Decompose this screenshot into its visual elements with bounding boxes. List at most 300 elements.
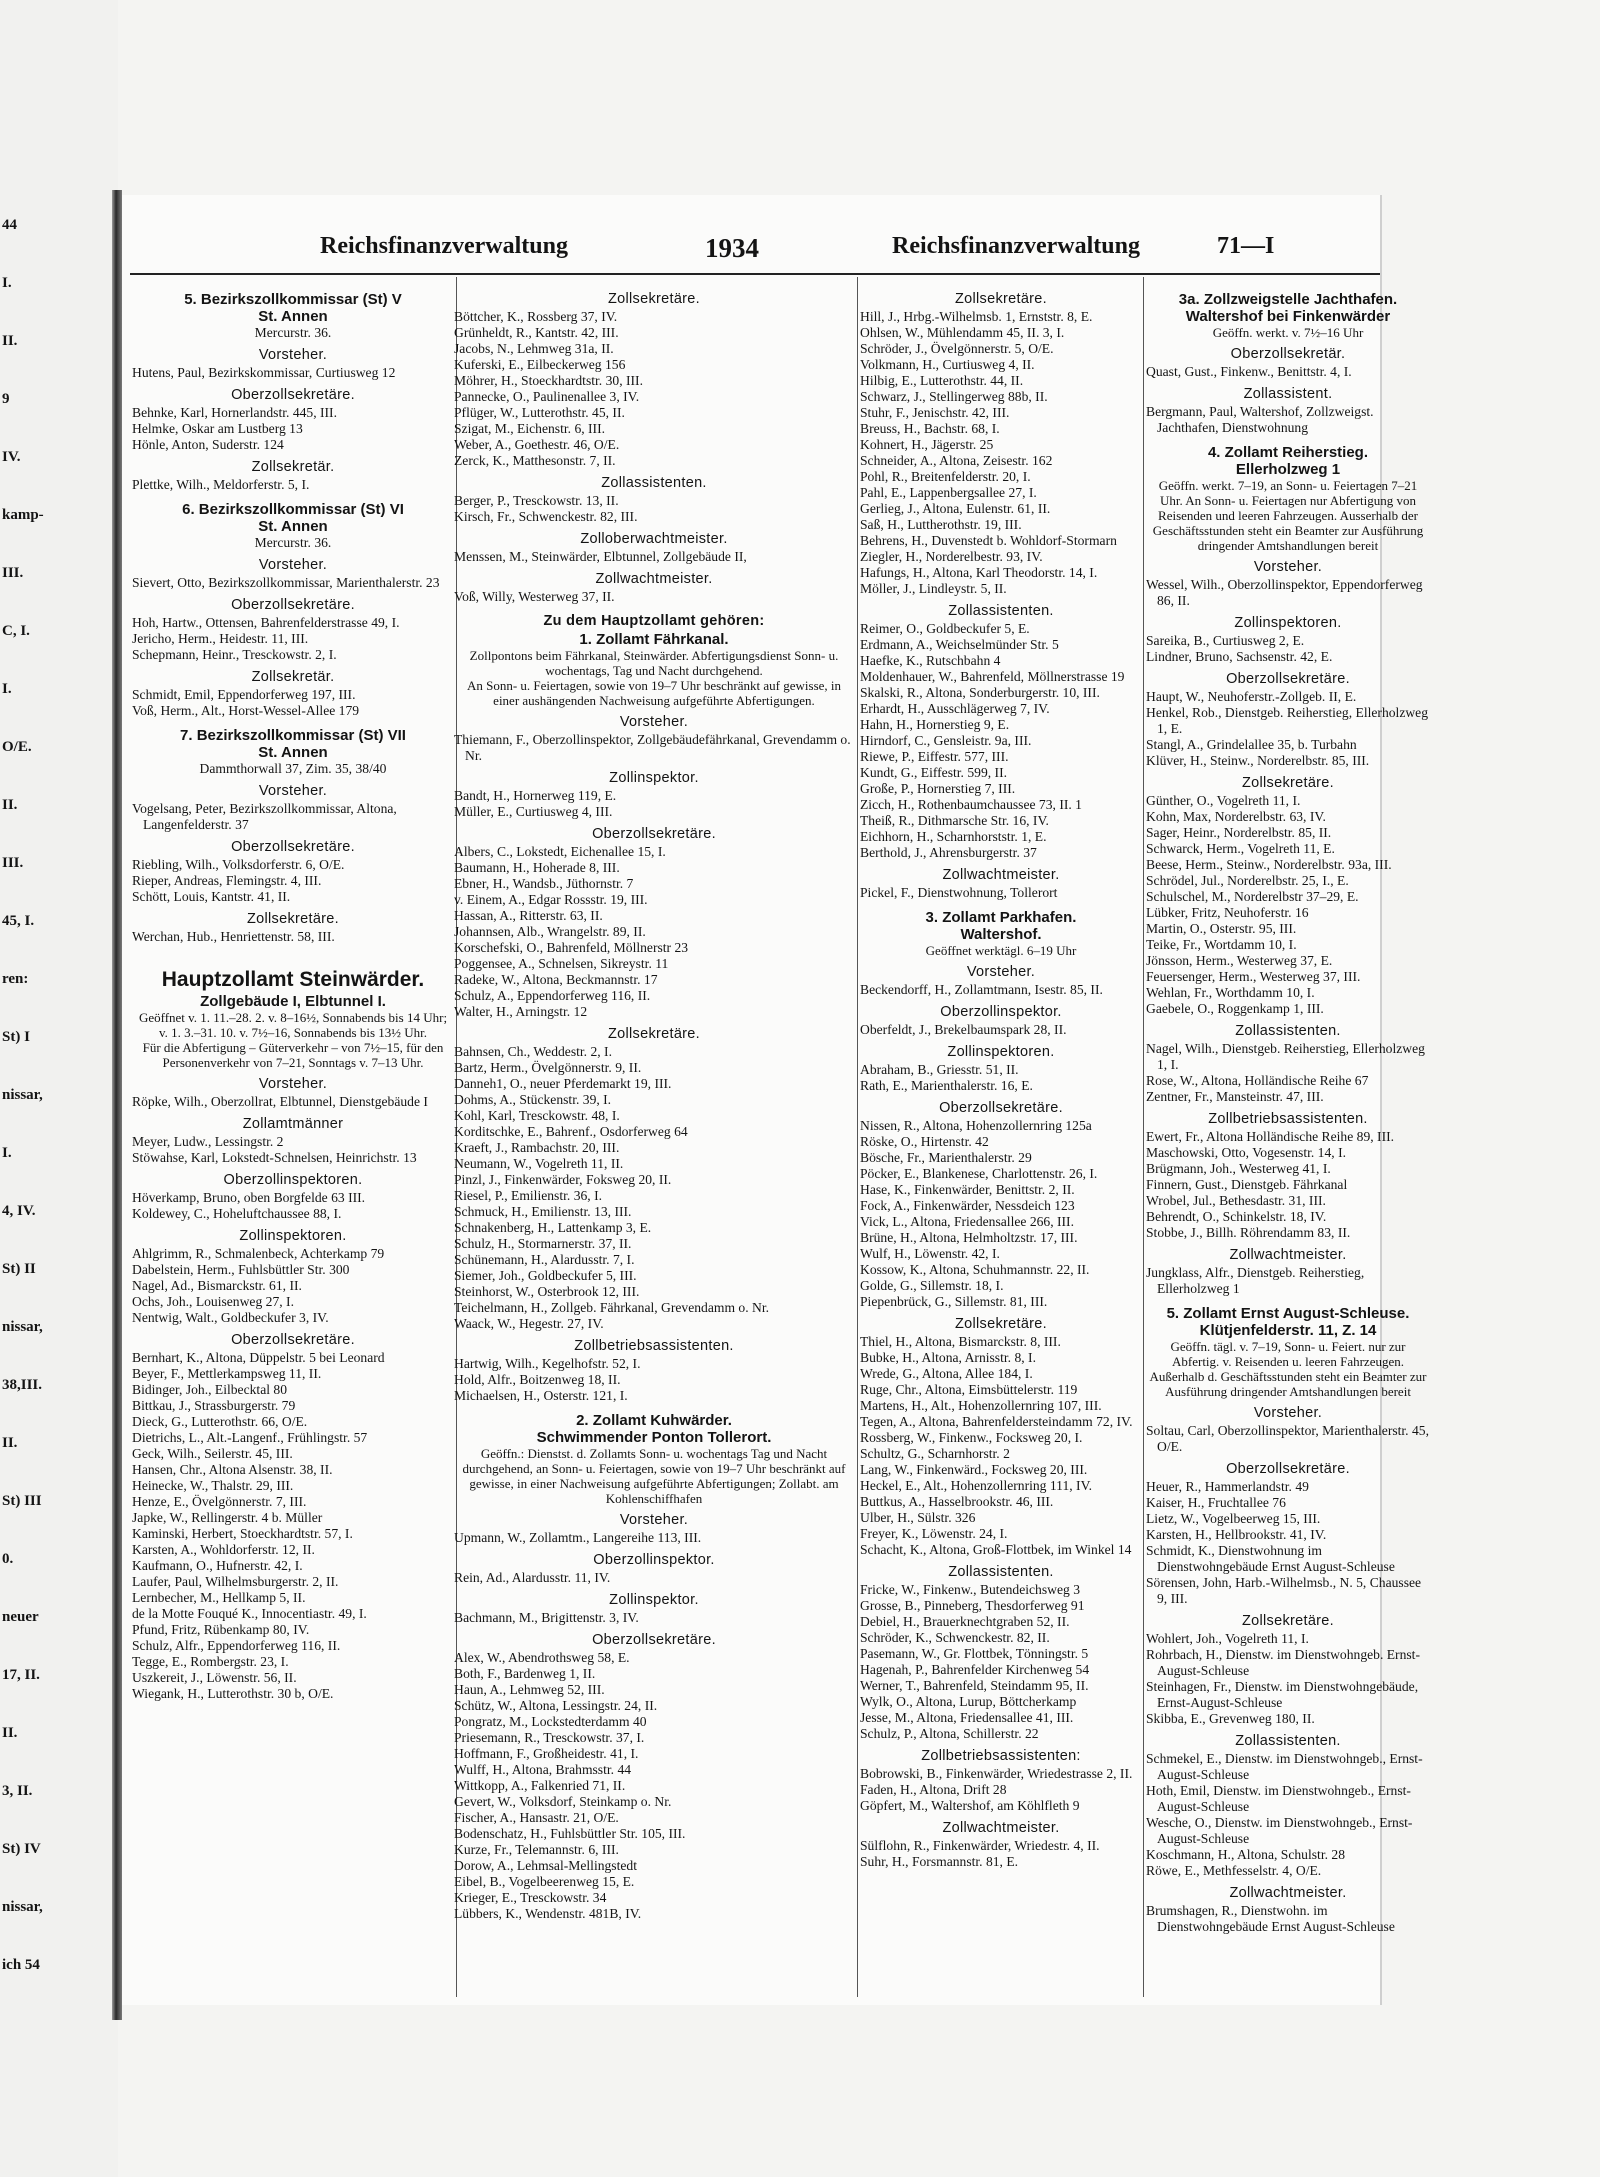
office-title: 6. Bezirkszollkommissar (St) VI [182,501,404,518]
office-title: 2. Zollamt Kuhwärder. [576,1412,732,1429]
staff-entry: Böttcher, K., Rossberg 37, IV. [454,309,618,324]
office-subtitle: St. Annen [258,308,328,325]
column-4 [1146,283,1430,1991]
previous-page-fragment: St) III [2,1493,42,1509]
staff-entry: Koldewey, C., Hoheluftchaussee 88, I. [132,1206,342,1221]
staff-entry: Schulz, P., Altona, Schillerstr. 22 [860,1726,1039,1741]
rank-heading: Vorsteher. [619,714,689,730]
staff-entry: Bartz, Herm., Övelgönnerstr. 9, II. [454,1060,642,1075]
running-head-left: Reichsfinanzverwaltung [320,233,568,259]
opening-hours-note: Geöffn.: Dienstst. d. Zollamts Sonn- u. wochentags Tag und Nacht durchgehend, an Sonn- u. Feiertagen, sowie von 19–7 Uhr beschränkt auf gewisse, in einer Nachweisung aufgeführte Abfertigungen; Zollabt. am Kohlenschiffhafen [462,1446,846,1506]
staff-entry: Berthold, J., Ahrensburgerstr. 37 [860,845,1037,860]
staff-entry: Ewert, Fr., Altona Holländische Reihe 89, III. [1146,1129,1395,1144]
office-address: Mercurstr. 36. [254,535,332,550]
staff-entry: Kurze, Fr., Telemannstr. 6, III. [454,1842,619,1857]
staff-entry: Pongratz, M., Lockstedterdamm 40 [454,1714,647,1729]
staff-entry: Alex, W., Abendrothsweg 58, E. [454,1650,630,1665]
staff-entry: Saß, H., Luttherothstr. 19, III. [860,517,1022,532]
staff-entry: Werner, T., Bahrenfeld, Steindamm 95, II. [860,1678,1089,1693]
staff-entry: Hafungs, H., Altona, Karl Theodorstr. 14, I. [860,565,1098,580]
rank-heading: Vorsteher. [258,783,328,799]
staff-entry: Möhrer, H., Stoeckhardtstr. 30, III. [454,373,643,388]
previous-page-fragment: nissar, [2,1899,43,1915]
staff-entry: Beckendorff, H., Zollamtmann, Isestr. 85, II. [860,982,1103,997]
staff-entry: Weber, A., Goethestr. 46, O/E. [454,437,620,452]
staff-entry: Wrede, G., Altona, Allee 184, I. [860,1366,1033,1381]
staff-entry: Kohn, Max, Norderelbstr. 63, IV. [1146,809,1326,824]
staff-entry: Wesche, O., Dienstw. im Dienstwohngeb., Ernst-August-Schleuse [1146,1815,1413,1846]
office-title: 5. Zollamt Ernst August-Schleuse. [1166,1305,1410,1322]
staff-entry: Henze, E., Övelgönnerstr. 7, III. [132,1494,307,1509]
office-title: 3. Zollamt Parkhafen. [925,909,1077,926]
staff-entry: Reimer, O., Goldbeckufer 5, E. [860,621,1030,636]
previous-page-fragment: II. [2,1435,18,1451]
rank-heading: Oberzollsekretäre. [231,1332,355,1348]
rank-heading: Vorsteher. [258,1076,328,1092]
staff-entry: Bösche, Fr., Marienthalerstr. 29 [860,1150,1032,1165]
staff-entry: Zentner, Fr., Mansteinstr. 47, III. [1146,1089,1324,1104]
staff-entry: Schött, Louis, Kantstr. 41, II. [132,889,291,904]
staff-entry: Kraeft, J., Rambachstr. 20, III. [454,1140,620,1155]
staff-entry: Heuer, R., Hammerlandstr. 49 [1146,1479,1309,1494]
previous-page-fragment: II. [2,1725,18,1741]
staff-entry: Lübker, Fritz, Neuhoferstr. 16 [1146,905,1309,920]
staff-entry: Pflüger, W., Lutterothstr. 45, II. [454,405,625,420]
staff-entry: Hansen, Chr., Altona Alsenstr. 38, II. [132,1462,333,1477]
staff-entry: Skalski, R., Altona, Sonderburgerstr. 10, III. [860,685,1100,700]
staff-entry: Steinhagen, Fr., Dienstw. im Dienstwohngebäude, Ernst-August-Schleuse [1146,1679,1419,1710]
staff-entry: Johannsen, Alb., Wrangelstr. 89, II. [454,924,646,939]
rank-heading: Zollbetriebsassistenten. [574,1338,734,1354]
previous-page-fragment: 17, II. [2,1667,40,1683]
staff-entry: Lietz, W., Vogelbeerweg 15, III. [1146,1511,1321,1526]
staff-entry: Schulz, H., Stormarnerstr. 37, II. [454,1236,632,1251]
office-section [454,1412,854,1922]
office-title: 5. Bezirkszollkommissar (St) V [184,291,402,308]
running-head [122,233,1380,273]
rank-heading: Oberzollinspektoren. [223,1172,363,1188]
rank-heading: Oberzollsekretäre. [231,597,355,613]
previous-page-fragment: St) IV [2,1841,41,1857]
staff-entry: Pinzl, J., Finkenwärder, Foksweg 20, II. [454,1172,672,1187]
previous-page-fragment: 4, IV. [2,1203,36,1219]
office-subtitle: Schwimmender Ponton Tollerort. [536,1429,772,1446]
staff-entry: Kaufmann, O., Hufnerstr. 42, I. [132,1558,303,1573]
rank-heading: Zolloberwachtmeister. [580,531,728,547]
staff-entry: Japke, W., Rellingerstr. 4 b. Müller [132,1510,323,1525]
staff-entry: Lübbers, K., Wendenstr. 481B, IV. [454,1906,642,1921]
staff-entry: Wehlan, Fr., Worthdamm 10, I. [1146,985,1315,1000]
staff-entry: Riewe, P., Eiffestr. 577, III. [860,749,1009,764]
office-subtitle: St. Annen [258,744,328,761]
staff-entry: Hutens, Paul, Bezirkskommissar, Curtiusweg 12 [132,365,396,380]
office-section [454,613,854,1404]
staff-entry: Kaminski, Herbert, Stoeckhardtstr. 57, I. [132,1526,353,1541]
staff-entry: Schmekel, E., Dienstw. im Dienstwohngeb., Ernst-August-Schleuse [1146,1751,1423,1782]
rank-heading: Zollinspektor. [609,770,699,786]
staff-entry: Gerlieg, J., Altona, Eulenstr. 61, II. [860,501,1051,516]
opening-hours-note: Geöffnet v. 1. 11.–28. 2. v. 8–16½, Sonnabends bis 14 Uhr; [138,1010,448,1025]
rank-heading: Zollwachtmeister. [1229,1885,1347,1901]
previous-page-fragment: ren: [2,971,29,987]
staff-entry: Möller, J., Lindleystr. 5, II. [860,581,1007,596]
staff-entry: Bobrowski, B., Finkenwärder, Wriedestrasse 2, II. [860,1766,1133,1781]
staff-entry: Riebling, Wilh., Volksdorferstr. 6, O/E. [132,857,345,872]
staff-entry: Stuhr, F., Jenischstr. 42, III. [860,405,1010,420]
staff-entry: Lernbecher, M., Hellkamp 5, II. [132,1590,306,1605]
staff-entry: Klüver, H., Steinw., Norderelbstr. 85, III. [1146,753,1370,768]
staff-entry: Beyer, F., Mettlerkampsweg 11, II. [132,1366,322,1381]
rank-heading: Zollassistenten. [1235,1733,1341,1749]
staff-entry: Fischer, A., Hansastr. 21, O/E. [454,1810,619,1825]
staff-entry: Haun, A., Lehmweg 52, III. [454,1682,605,1697]
office-section [454,291,854,605]
staff-entry: Bachmann, M., Brigittenstr. 3, IV. [454,1610,639,1625]
office-title: Hauptzollamt Steinwärder. [161,968,425,991]
staff-entry: Buttkus, A., Hasselbrookstr. 46, III. [860,1494,1054,1509]
office-section [132,291,454,493]
rank-heading: Oberzollinspektor. [593,1552,715,1568]
rank-heading: Zollwachtmeister. [942,867,1060,883]
staff-entry: Voß, Willy, Westerweg 37, II. [454,589,615,604]
staff-entry: Jericho, Herm., Heidestr. 11, III. [132,631,309,646]
previous-page-fragment: O/E. [2,739,32,755]
staff-entry: Ohlsen, W., Mühlendamm 45, II. 3, I. [860,325,1065,340]
staff-entry: Brügmann, Joh., Westerweg 41, I. [1146,1161,1331,1176]
staff-entry: Teike, Fr., Wortdamm 10, I. [1146,937,1297,952]
staff-entry: Bodenschatz, H., Fuhlsbüttler Str. 105, III. [454,1826,686,1841]
staff-entry: Gaebele, O., Roggenkamp 1, III. [1146,1001,1324,1016]
previous-page-fragment: 45, I. [2,913,35,929]
previous-page-fragment: ich 54 [2,1957,40,1973]
rank-heading: Zollassistenten. [601,475,707,491]
staff-entry: Grünheldt, R., Kantstr. 42, III. [454,325,619,340]
office-title: 3a. Zollzweigstelle Jachthafen. [1178,291,1398,308]
staff-entry: Günther, O., Vogelreth 11, I. [1146,793,1301,808]
staff-entry: Jönsson, Herm., Westerweg 37, E. [1146,953,1333,968]
rank-heading: Oberzollsekretär. [1230,346,1346,362]
staff-entry: Martin, O., Osterstr. 95, III. [1146,921,1297,936]
rank-heading: Zollsekretäre. [1241,1613,1335,1629]
rank-heading: Zollsekretäre. [607,291,701,307]
previous-page-fragment: 38,III. [2,1377,43,1393]
staff-entry: Göpfert, M., Waltershof, am Köhlfleth 9 [860,1798,1080,1813]
staff-entry: Röpke, Wilh., Oberzollrat, Elbtunnel, Dienstgebäude I [132,1094,428,1109]
staff-entry: Schulz, A., Eppendorferweg 116, II. [454,988,651,1003]
staff-entry: Uszkereit, J., Löwenstr. 56, II. [132,1670,297,1685]
staff-entry: Sörensen, John, Harb.-Wilhelmsb., N. 5, Chaussee 9, III. [1146,1575,1422,1606]
staff-entry: Brumshagen, R., Dienstwohn. im Dienstwohngebäude Ernst August-Schleuse [1146,1903,1395,1934]
staff-entry: Karsten, A., Wohldorferstr. 12, II. [132,1542,315,1557]
staff-entry: Rose, W., Altona, Holländische Reihe 67 [1146,1073,1369,1088]
staff-entry: Haefke, K., Rutschbahn 4 [860,653,1001,668]
staff-entry: Pasemann, W., Gr. Flottbek, Tönningstr. 5 [860,1646,1089,1661]
opening-hours-note: Zollpontons beim Fährkanal, Steinwärder. Abfertigungsdienst Sonn- u. wochentags, Tag und Nacht durchgehend. [469,648,839,678]
rank-heading: Zollsekretär. [251,459,335,475]
office-subtitle: St. Annen [258,518,328,535]
staff-entry: Schnakenberg, H., Lattenkamp 3, E. [454,1220,652,1235]
staff-entry: Schmidt, K., Dienstwohnung im Dienstwohngebäude Ernst August-Schleuse [1146,1543,1395,1574]
previous-page-fragment: I. [2,681,12,697]
rank-heading: Zollwachtmeister. [1229,1247,1347,1263]
staff-entry: Jacobs, N., Lehmweg 31a, II. [454,341,614,356]
staff-entry: Hartwig, Wilh., Kegelhofstr. 52, I. [454,1356,641,1371]
rank-heading: Vorsteher. [966,964,1036,980]
book-spine-shadow [112,190,122,2020]
staff-entry: Hilbig, E., Lutterothstr. 44, II. [860,373,1024,388]
staff-entry: Ruge, Chr., Altona, Eimsbüttelerstr. 119 [860,1382,1078,1397]
running-head-year: 1934 [705,233,759,263]
rank-heading: Zollinspektoren. [947,1044,1055,1060]
previous-page-fragment: 3, II. [2,1783,33,1799]
staff-entry: Karsten, H., Hellbrookstr. 41, IV. [1146,1527,1327,1542]
staff-entry: Koschmann, H., Altona, Schulstr. 28 [1146,1847,1345,1862]
staff-entry: Kirsch, Fr., Schwenckestr. 82, III. [454,509,638,524]
staff-entry: Schröder, J., Övelgönnerstr. 5, O/E. [860,341,1054,356]
previous-page-fragment: C, I. [2,623,30,639]
staff-entry: Kossow, K., Altona, Schuhmannstr. 22, II. [860,1262,1090,1277]
previous-page-fragment: 0. [2,1551,14,1567]
staff-entry: Stobbe, J., Billh. Röhrendamm 83, II. [1146,1225,1351,1240]
rank-heading: Oberzollsekretäre. [592,826,716,842]
staff-entry: Wulf, H., Löwenstr. 42, I. [860,1246,1000,1261]
rank-heading: Oberzollsekretäre. [1226,671,1350,687]
office-section [132,501,454,719]
staff-entry: Hirndorf, C., Gensleistr. 9a, III. [860,733,1032,748]
staff-entry: Kuferski, E., Eilbeckerweg 156 [454,357,626,372]
staff-entry: Grosse, B., Pinneberg, Thesdorferweg 91 [860,1598,1085,1613]
staff-entry: Wittkopp, A., Falkenried 71, II. [454,1778,626,1793]
staff-entry: Eichhorn, H., Scharnhorststr. 1, E. [860,829,1047,844]
staff-entry: Bubke, H., Altona, Arnisstr. 8, I. [860,1350,1036,1365]
rank-heading: Zollsekretäre. [246,911,340,927]
staff-entry: Pöcker, E., Blankenese, Charlottenstr. 26, I. [860,1166,1098,1181]
staff-entry: Schröder, K., Schwenckestr. 82, II. [860,1630,1050,1645]
staff-entry: Nagel, Wilh., Dienstgeb. Reiherstieg, Ellerholzweg 1, I. [1146,1041,1425,1072]
staff-entry: Baumann, H., Hoherade 8, III. [454,860,620,875]
staff-entry: Teichelmann, H., Zollgeb. Fährkanal, Grevendamm o. Nr. [454,1300,770,1315]
rank-heading: Vorsteher. [258,347,328,363]
staff-entry: Pfund, Fritz, Rübenkamp 80, IV. [132,1622,310,1637]
office-subtitle: Zollgebäude I, Elbtunnel I. [200,993,386,1010]
staff-entry: Rieper, Andreas, Flemingstr. 4, III. [132,873,322,888]
staff-entry: Bandt, H., Hornerweg 119, E. [454,788,617,803]
staff-entry: Meyer, Ludw., Lessingstr. 2 [132,1134,284,1149]
previous-page-edge [0,190,108,2020]
office-address: Dammthorwall 37, Zim. 35, 38/40 [199,761,387,776]
office-address: Mercurstr. 36. [254,325,332,340]
rank-heading: Oberzollsekretäre. [231,839,355,855]
opening-hours-note: Geöffn. werkt. 7–19, an Sonn- u. Feiertagen 7–21 Uhr. An Sonn- u. Feiertagen nur Abfertigung von Reisenden und leeren Fahrzeugen. Ausserhalb der Geschäftsstunden steht ein Beamter zur Ausführung dringender Amtshandlungen bereit [1152,478,1424,553]
rank-heading: Zollinspektoren. [1234,615,1342,631]
rank-heading: Zollsekretäre. [954,1316,1048,1332]
office-section [860,291,1142,901]
rank-heading: Vorsteher. [258,557,328,573]
rank-heading: Zollsekretär. [251,669,335,685]
staff-entry: Stangl, A., Grindelallee 35, b. Turbahn [1146,737,1357,752]
staff-entry: Tegen, A., Altona, Bahrenfeldersteindamm 72, IV. [860,1414,1133,1429]
staff-entry: Schepmann, Heinr., Tresckowstr. 2, I. [132,647,337,662]
staff-entry: Michaelsen, H., Osterstr. 121, I. [454,1388,628,1403]
staff-entry: Behrendt, O., Schinkelstr. 18, IV. [1146,1209,1327,1224]
staff-entry: Thiel, H., Altona, Bismarckstr. 8, III. [860,1334,1061,1349]
staff-entry: Sülflohn, R., Finkenwärder, Wriedestr. 4, II. [860,1838,1100,1853]
staff-entry: Siemer, Joh., Goldbeckufer 5, III. [454,1268,637,1283]
previous-page-fragment: I. [2,1145,12,1161]
column-rule [857,277,858,1997]
staff-entry: Vogelsang, Peter, Bezirkszollkommissar, Altona, Langenfelderstr. 37 [132,801,397,832]
staff-entry: Soltau, Carl, Oberzollinspektor, Marienthalerstr. 45, O/E. [1146,1423,1429,1454]
staff-entry: Bernhart, K., Altona, Düppelstr. 5 bei Leonard [132,1350,385,1365]
rank-heading: Zollbetriebsassistenten: [921,1748,1081,1764]
staff-entry: Riesel, P., Emilienstr. 36, I. [454,1188,603,1203]
staff-entry: Rossberg, W., Finkenw., Focksweg 20, I. [860,1430,1083,1445]
staff-entry: Piepenbrück, G., Sillemstr. 81, III. [860,1294,1048,1309]
column-3 [860,283,1142,1991]
staff-entry: Hold, Alfr., Boitzenweg 18, II. [454,1372,621,1387]
staff-entry: Sager, Heinr., Norderelbstr. 85, II. [1146,825,1332,840]
staff-entry: Skibba, E., Grevenweg 180, II. [1146,1711,1315,1726]
staff-entry: Jesse, M., Altona, Friedensallee 41, III. [860,1710,1074,1725]
staff-entry: Sievert, Otto, Bezirkszollkommissar, Marienthalerstr. 23 [132,575,440,590]
staff-entry: Maschowski, Otto, Vogesenstr. 14, I. [1146,1145,1347,1160]
staff-entry: Thiemann, F., Oberzollinspektor, Zollgebäudefährkanal, Grevendamm o. Nr. [454,732,851,763]
staff-entry: Haupt, W., Neuhoferstr.-Zollgeb. II, E. [1146,689,1357,704]
staff-entry: Schütz, W., Altona, Lessingstr. 24, II. [454,1698,658,1713]
staff-entry: Schultz, G., Scharnhorstr. 2 [860,1446,1010,1461]
previous-page-fragment: II. [2,333,18,349]
previous-page-fragment: IV. [2,449,21,465]
staff-entry: Breuss, H., Bachstr. 68, I. [860,421,1000,436]
staff-entry: Rein, Ad., Alardusstr. 11, IV. [454,1570,611,1585]
section-intro: Zu dem Hauptzollamt gehören: [543,613,765,629]
staff-entry: Wulff, H., Altona, Brahmsstr. 44 [454,1762,632,1777]
rank-heading: Vorsteher. [1253,1405,1323,1421]
staff-entry: Nissen, R., Altona, Hohenzollernring 125a [860,1118,1092,1133]
rank-heading: Zollsekretäre. [954,291,1048,307]
staff-entry: Quast, Gust., Finkenw., Benittstr. 4, I. [1146,364,1352,379]
staff-entry: Hill, J., Hrbg.-Wilhelmsb. 1, Ernststr. 8, E. [860,309,1093,324]
staff-entry: Feuersenger, Herm., Westerweg 37, III. [1146,969,1361,984]
office-section [1146,444,1430,1297]
rank-heading: Zollamtmänner [242,1116,344,1132]
opening-hours-note: v. 1. 3.–31. 10. v. 7½–16, Sonnabends bis 13½ Uhr. [158,1025,428,1040]
staff-entry: Theiß, R., Dithmarsche Str. 16, IV. [860,813,1049,828]
office-section [132,727,454,945]
rank-heading: Oberzollsekretäre. [231,387,355,403]
staff-entry: Rath, E., Marienthalerstr. 16, E. [860,1078,1033,1093]
staff-entry: Menssen, M., Steinwärder, Elbtunnel, Zollgebäude II, [454,549,747,564]
staff-entry: Szigat, M., Eichenstr. 6, III. [454,421,606,436]
directory-page [122,195,1429,2005]
previous-page-fragment: nissar, [2,1087,43,1103]
staff-entry: Wohlert, Joh., Vogelreth 11, I. [1146,1631,1309,1646]
staff-entry: Neumann, W., Vogelreth 11, II. [454,1156,624,1171]
staff-entry: de la Motte Fouqué K., Innocentiastr. 49, I. [132,1606,367,1621]
office-section [860,909,1142,1870]
staff-entry: Poggensee, A., Schnelsen, Sikreystr. 11 [454,956,669,971]
rank-heading: Zollinspektor. [609,1592,699,1608]
staff-entry: Pohl, R., Breitenfelderstr. 20, I. [860,469,1031,484]
staff-entry: Both, F., Bardenweg 1, II. [454,1666,596,1681]
previous-page-fragment: nissar, [2,1319,43,1335]
staff-entry: Pickel, F., Dienstwohnung, Tollerort [860,885,1058,900]
column-2 [454,283,854,1991]
previous-page-fragment: III. [2,565,24,581]
staff-entry: Lang, W., Finkenwärd., Focksweg 20, III. [860,1462,1088,1477]
staff-entry: Schneider, A., Altona, Zeisestr. 162 [860,453,1053,468]
staff-entry: Brüne, H., Altona, Helmholtzstr. 17, III. [860,1230,1078,1245]
staff-entry: Hahn, H., Hornerstieg 9, E. [860,717,1010,732]
rank-heading: Vorsteher. [619,1512,689,1528]
previous-page-fragment: St) II [2,1261,36,1277]
staff-entry: Berger, P., Tresckowstr. 13, II. [454,493,619,508]
staff-entry: Schrödel, Jul., Norderelbstr. 25, I., E. [1146,873,1349,888]
office-subtitle: Waltershof bei Finkenwärder [1185,308,1391,325]
staff-entry: Schmuck, H., Emilienstr. 13, III. [454,1204,632,1219]
staff-entry: Waack, W., Hegestr. 27, IV. [454,1316,604,1331]
running-head-right: Reichsfinanzverwaltung [892,233,1140,259]
office-section [132,967,454,1702]
staff-entry: Suhr, H., Forsmannstr. 81, E. [860,1854,1019,1869]
column-rule [1143,277,1144,1997]
office-title: 1. Zollamt Fährkanal. [579,631,729,648]
staff-entry: Albers, C., Lokstedt, Eichenallee 15, I. [454,844,666,859]
staff-entry: Fock, A., Finkenwärder, Nessdeich 123 [860,1198,1075,1213]
staff-entry: Pannecke, O., Paulinenallee 3, IV. [454,389,640,404]
staff-entry: Moldenhauer, W., Bahrenfeld, Möllnerstrasse 19 [860,669,1125,684]
staff-entry: Beese, Herm., Steinw., Norderelbstr. 93a, III. [1146,857,1392,872]
column-1 [132,283,454,1991]
staff-entry: Priesemann, R., Tresckowstr. 37, I. [454,1730,645,1745]
staff-entry: Debiel, H., Brauerknechtgraben 52, II. [860,1614,1070,1629]
office-section [1146,1305,1430,1935]
opening-hours-note: Geöffn. tägl. v. 7–19, Sonn- u. Feiert. nur zur Abfertig. v. Reisenden u. leeren Fahrzeugen. Außerhalb d. Geschäftsstunden steht ein Beamter zur Ausführung dringender Amtshandlungen bereit [1149,1339,1427,1399]
staff-entry: Korditschke, E., Bahrenf., Osdorferweg 64 [454,1124,688,1139]
staff-entry: Höverkamp, Bruno, oben Borgfelde 63 III. [132,1190,366,1205]
staff-entry: Upmann, W., Zollamtm., Langereihe 113, III. [454,1530,702,1545]
staff-entry: Rohrbach, H., Dienstw. im Dienstwohngeb. Ernst-August-Schleuse [1146,1647,1420,1678]
previous-page-fragment: II. [2,797,18,813]
staff-entry: Müller, E., Curtiusweg 4, III. [454,804,613,819]
previous-page-fragment: I. [2,275,12,291]
staff-entry: Oberfeldt, J., Brekelbaumspark 28, II. [860,1022,1067,1037]
staff-entry: Lindner, Bruno, Sachsenstr. 42, E. [1146,649,1333,664]
staff-entry: Plettke, Wilh., Meldorferstr. 5, I. [132,477,310,492]
staff-entry: Erhardt, H., Ausschlägerweg 7, IV. [860,701,1050,716]
header-rule [130,273,1380,275]
staff-entry: Stöwahse, Karl, Lokstedt-Schnelsen, Heinrichstr. 13 [132,1150,417,1165]
staff-entry: Nentwig, Walt., Goldbeckufer 3, IV. [132,1310,329,1325]
office-subtitle: Klütjenfelderstr. 11, Z. 14 [1199,1322,1377,1339]
office-title: 7. Bezirkszollkommissar (St) VII [180,727,406,744]
rank-heading: Oberzollinspektor. [940,1004,1062,1020]
staff-entry: Krieger, E., Tresckowstr. 34 [454,1890,607,1905]
staff-entry: Schulz, Alfr., Eppendorferweg 116, II. [132,1638,341,1653]
staff-entry: Dieck, G., Lutterothstr. 66, O/E. [132,1414,308,1429]
staff-entry: Heckel, E., Alt., Hohenzollernring 111, IV. [860,1478,1093,1493]
rank-heading: Zollinspektoren. [239,1228,347,1244]
rank-heading: Zollbetriebsassistenten. [1208,1111,1368,1127]
staff-entry: Behnke, Karl, Hornerlandstr. 445, III. [132,405,337,420]
staff-entry: Freyer, K., Löwenstr. 24, I. [860,1526,1008,1541]
rank-heading: Zollwachtmeister. [942,1820,1060,1836]
staff-entry: Hoh, Hartw., Ottensen, Bahrenfelderstrasse 49, I. [132,615,400,630]
staff-entry: Große, P., Hornerstieg 7, III. [860,781,1016,796]
staff-entry: Pahl, E., Lappenbergsallee 27, I. [860,485,1037,500]
rank-heading: Zollassistenten. [948,603,1054,619]
staff-entry: Schacht, K., Altona, Groß-Flottbek, im Winkel 14 [860,1542,1132,1557]
